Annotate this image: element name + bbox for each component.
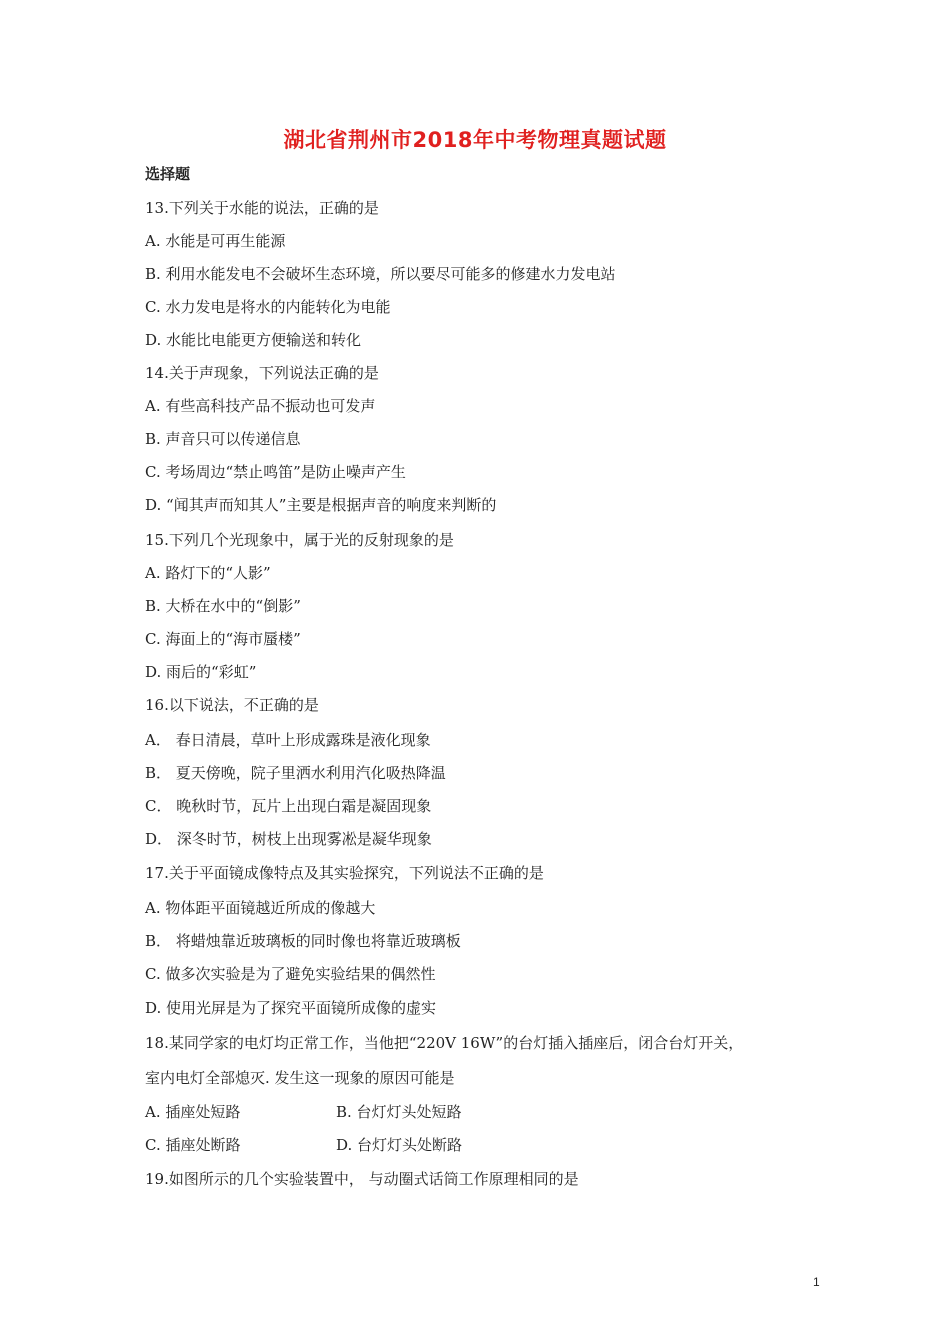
text-line: 13.下列关于水能的说法，正确的是	[145, 199, 379, 217]
text-line: B. 声音只可以传递信息	[145, 430, 301, 448]
text-line: 14.关于声现象，下列说法正确的是	[145, 364, 379, 382]
text-line: A. 物体距平面镜越近所成的像越大	[145, 899, 376, 917]
q19-stem: 19.如图所示的几个实验装置中， 与动圈式话筒工作原理相同的是	[145, 1170, 579, 1188]
q18-option-b: B. 台灯灯头处短路	[336, 1103, 462, 1121]
text-line: D. 水能比电能更方便输送和转化	[145, 331, 362, 349]
text-line: B. 利用水能发电不会破坏生态环境，所以要尽可能多的修建水力发电站	[145, 265, 616, 283]
text-line: 18.某同学家的电灯均正常工作，当他把“220V 16W”的台灯插入插座后，闭合台灯开关，	[145, 1034, 744, 1052]
text-line: B． 将蜡烛靠近玻璃板的同时像也将靠近玻璃板	[145, 932, 461, 950]
text-line: A. 有些高科技产品不振动也可发声	[145, 397, 376, 415]
text-line: D. 雨后的“彩虹”	[145, 663, 257, 681]
text-line: C. 水力发电是将水的内能转化为电能	[145, 298, 391, 316]
text-line: A． 春日清晨，草叶上形成露珠是液化现象	[145, 731, 431, 749]
text-line: B． 夏天傍晚，院子里洒水利用汽化吸热降温	[145, 764, 446, 782]
page-number: 1	[813, 1275, 820, 1289]
q18-option-a: A. 插座处短路	[145, 1103, 241, 1121]
q18-option-d: D. 台灯灯头处断路	[336, 1136, 463, 1154]
text-line: C． 晚秋时节，瓦片上出现白霜是凝固现象	[145, 797, 432, 815]
text-line: 17.关于平面镜成像特点及其实验探究，下列说法不正确的是	[145, 864, 544, 882]
text-line: D． 深冬时节，树枝上出现雾凇是凝华现象	[145, 830, 432, 848]
text-line: 16.以下说法，不正确的是	[145, 696, 319, 714]
text-line: B. 大桥在水中的“倒影”	[145, 597, 301, 615]
q18-option-c: C. 插座处断路	[145, 1136, 241, 1154]
text-line: D. 使用光屏是为了探究平面镜所成像的虚实	[145, 999, 437, 1017]
text-line: C. 做多次实验是为了避免实验结果的偶然性	[145, 965, 436, 983]
text-line: 15.下列几个光现象中，属于光的反射现象的是	[145, 531, 454, 549]
text-line: C. 海面上的“海市蜃楼”	[145, 630, 301, 648]
section-heading: 选择题	[145, 165, 191, 183]
text-line: A. 路灯下的“人影”	[145, 564, 271, 582]
text-line: D. “闻其声而知其人”主要是根据声音的响度来判断的	[145, 496, 497, 514]
text-line: C. 考场周边“禁止鸣笛”是防止噪声产生	[145, 463, 406, 481]
text-line: A. 水能是可再生能源	[145, 232, 286, 250]
text-line: 室内电灯全部熄灭. 发生这一现象的原因可能是	[145, 1069, 455, 1087]
document-title: 湖北省荆州市2018年中考物理真题试题	[283, 128, 667, 152]
